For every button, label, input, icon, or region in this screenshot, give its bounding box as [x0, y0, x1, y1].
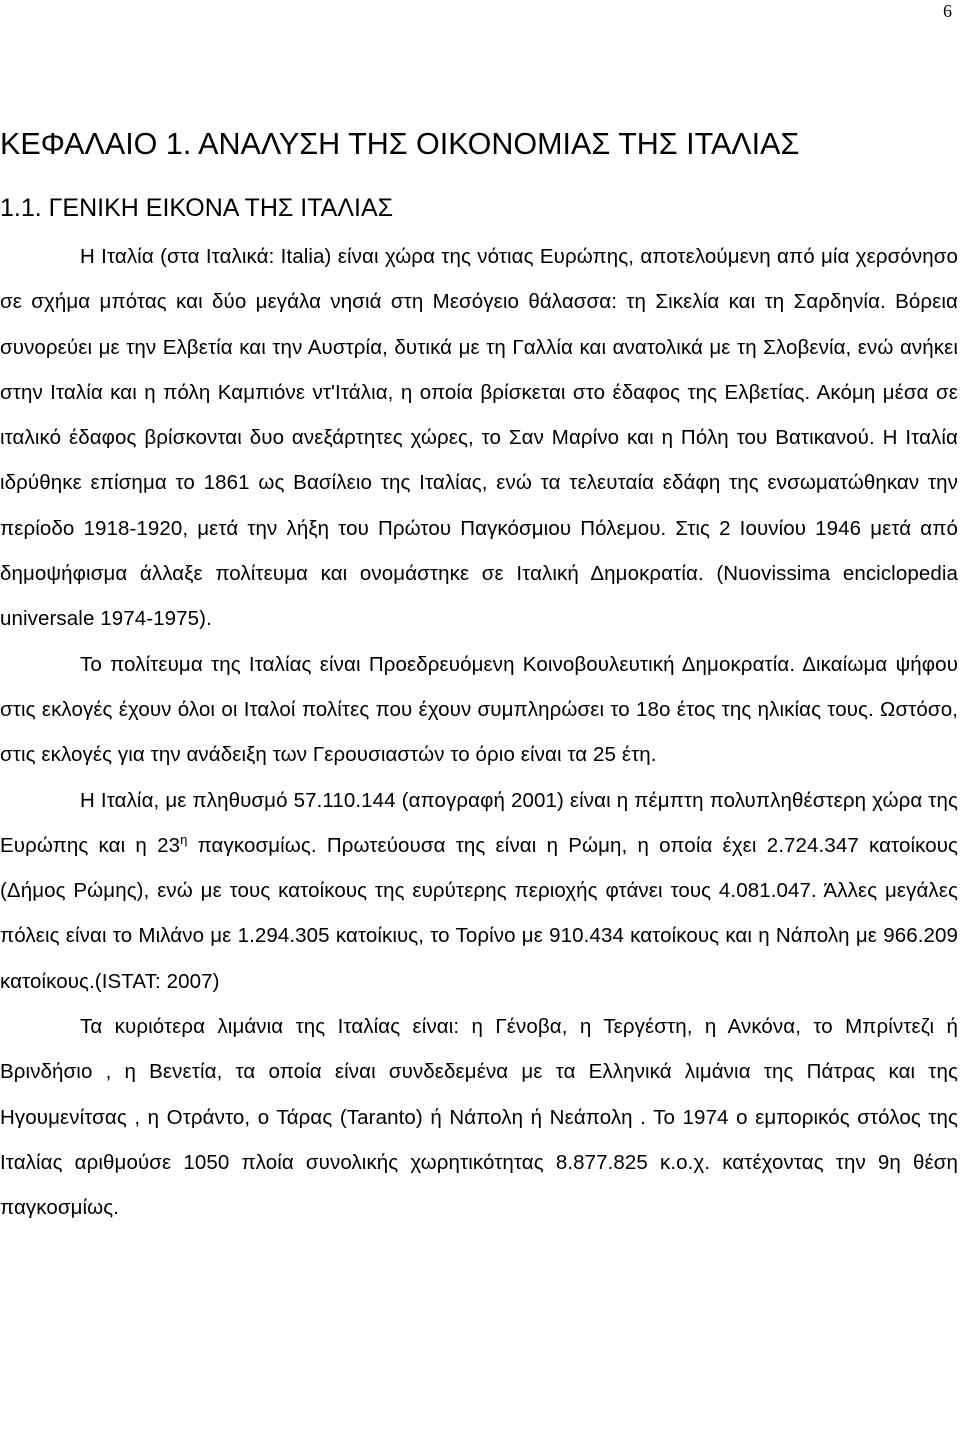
paragraph-italy-overview: Η Ιταλία (στα Ιταλικά: Italia) είναι χώρα της νότιας Ευρώπης, αποτελούμενη από μία χερσόνησο σε σχήμα μπότας και δύο μεγάλα νησιά στη Μεσόγειο θάλασσα: τη Σικελία και τη Σαρδηνία. Βόρεια συνορεύει με την Ελβετία και την Αυστρία, δυτικά με τη Γαλλία και ανατολικά με τη Σλοβενία, ενώ ανήκει στην Ιταλία και η πόλη Καμπιόνε ντ'Ιτάλια, η οποία βρίσκεται στο έδαφος της Ελβετίας. Ακόμη μέσα σε ιταλικό έδαφος βρίσκονται δυο ανεξάρτητες χώρες, το Σαν Μαρίνο και η Πόλη του Βατικανού. Η Ιταλία ιδρύθηκε επίσημα το 1861 ως Βασίλειο της Ιταλίας, ενώ τα τελευταία εδάφη της ενσωματώθηκαν την περίοδο 1918-1920, μετά την λήξη του Πρώτου Παγκόσμιου Πόλεμου. Στις 2 Ιουνίου 1946 μετά από δημοψήφισμα άλλαξε πολίτευμα και ονομάστηκε σε Ιταλική Δημοκρατία. (Nuovissima enciclopedia universale 1974-1975). — [0, 245, 958, 631]
population-text-start: Η Ιταλία, με πληθυσμό 57.110.144 (απογραφή 2001) είναι η πέμπτη πολυπληθέστερη χώρα της Ευρώπης και η 23 — [0, 788, 958, 857]
chapter-title: ΚΕΦΑΛΑΙΟ 1. ΑΝΑΛΥΣΗ ΤΗΣ ΟΙΚΟΝΟΜΙΑΣ ΤΗΣ ΙΤΑΛΙΑΣ — [0, 127, 800, 161]
paragraph-population — [0, 778, 958, 1004]
paragraph-ports: Τα κυριότερα λιμάνια της Ιταλίας είναι: η Γένοβα, η Τεργέστη, η Ανκόνα, το Μπρίντεζι ή Βρινδήσιο , η Βενετία, τα οποία είναι συνδεδεμένα με τα Ελληνικά λιμάνια της Πάτρας και της Ηγουμενίτσας , η Οτράντο, ο Τάρας (Taranto) ή Νάπολη ή Νεάπολη . Το 1974 ο εμπορικός στόλος της Ιταλίας αριθμούσε 1050 πλοία συνολικής χωρητικότητας 8.877.825 κ.ο.χ. κατέχοντας την 9η θέση παγκοσμίως. — [0, 1015, 958, 1220]
section-title: 1.1. ΓΕΝΙΚΗ ΕΙΚΟΝΑ ΤΗΣ ΙΤΑΛΙΑΣ — [0, 194, 394, 222]
page-number: 6 — [943, 1, 952, 21]
population-text-end: παγκοσμίως. Πρωτεύουσα της είναι η Ρώμη, η οποία έχει 2.724.347 κατοίκους (Δήμος Ρώμης), ενώ με τους κατοίκους της ευρύτερης περιοχής φτάνει τους 4.081.047. Άλλες μεγάλες πόλεις είναι το Μιλάνο με 1.294.305 κατοίκιυς, το Τορίνο με 910.434 κατοίκους και η Νάπολη με 966.209 κατοίκους.(ISTAT: 2007) — [0, 833, 959, 993]
body-text — [0, 234, 958, 1231]
paragraph-political-system: Το πολίτευμα της Ιταλίας είναι Προεδρευόμενη Κοινοβουλευτική Δημοκρατία. Δικαίωμα ψήφου στις εκλογές έχουν όλοι οι Ιταλοί πολίτες που έχουν συμπληρώσει το 18ο έτος της ηλικίας τους. Ωστόσο, στις εκλογές για την ανάδειξη των Γερουσιαστών το όριο είναι τα 25 έτη. — [0, 652, 958, 767]
ordinal-superscript: η — [180, 832, 188, 848]
